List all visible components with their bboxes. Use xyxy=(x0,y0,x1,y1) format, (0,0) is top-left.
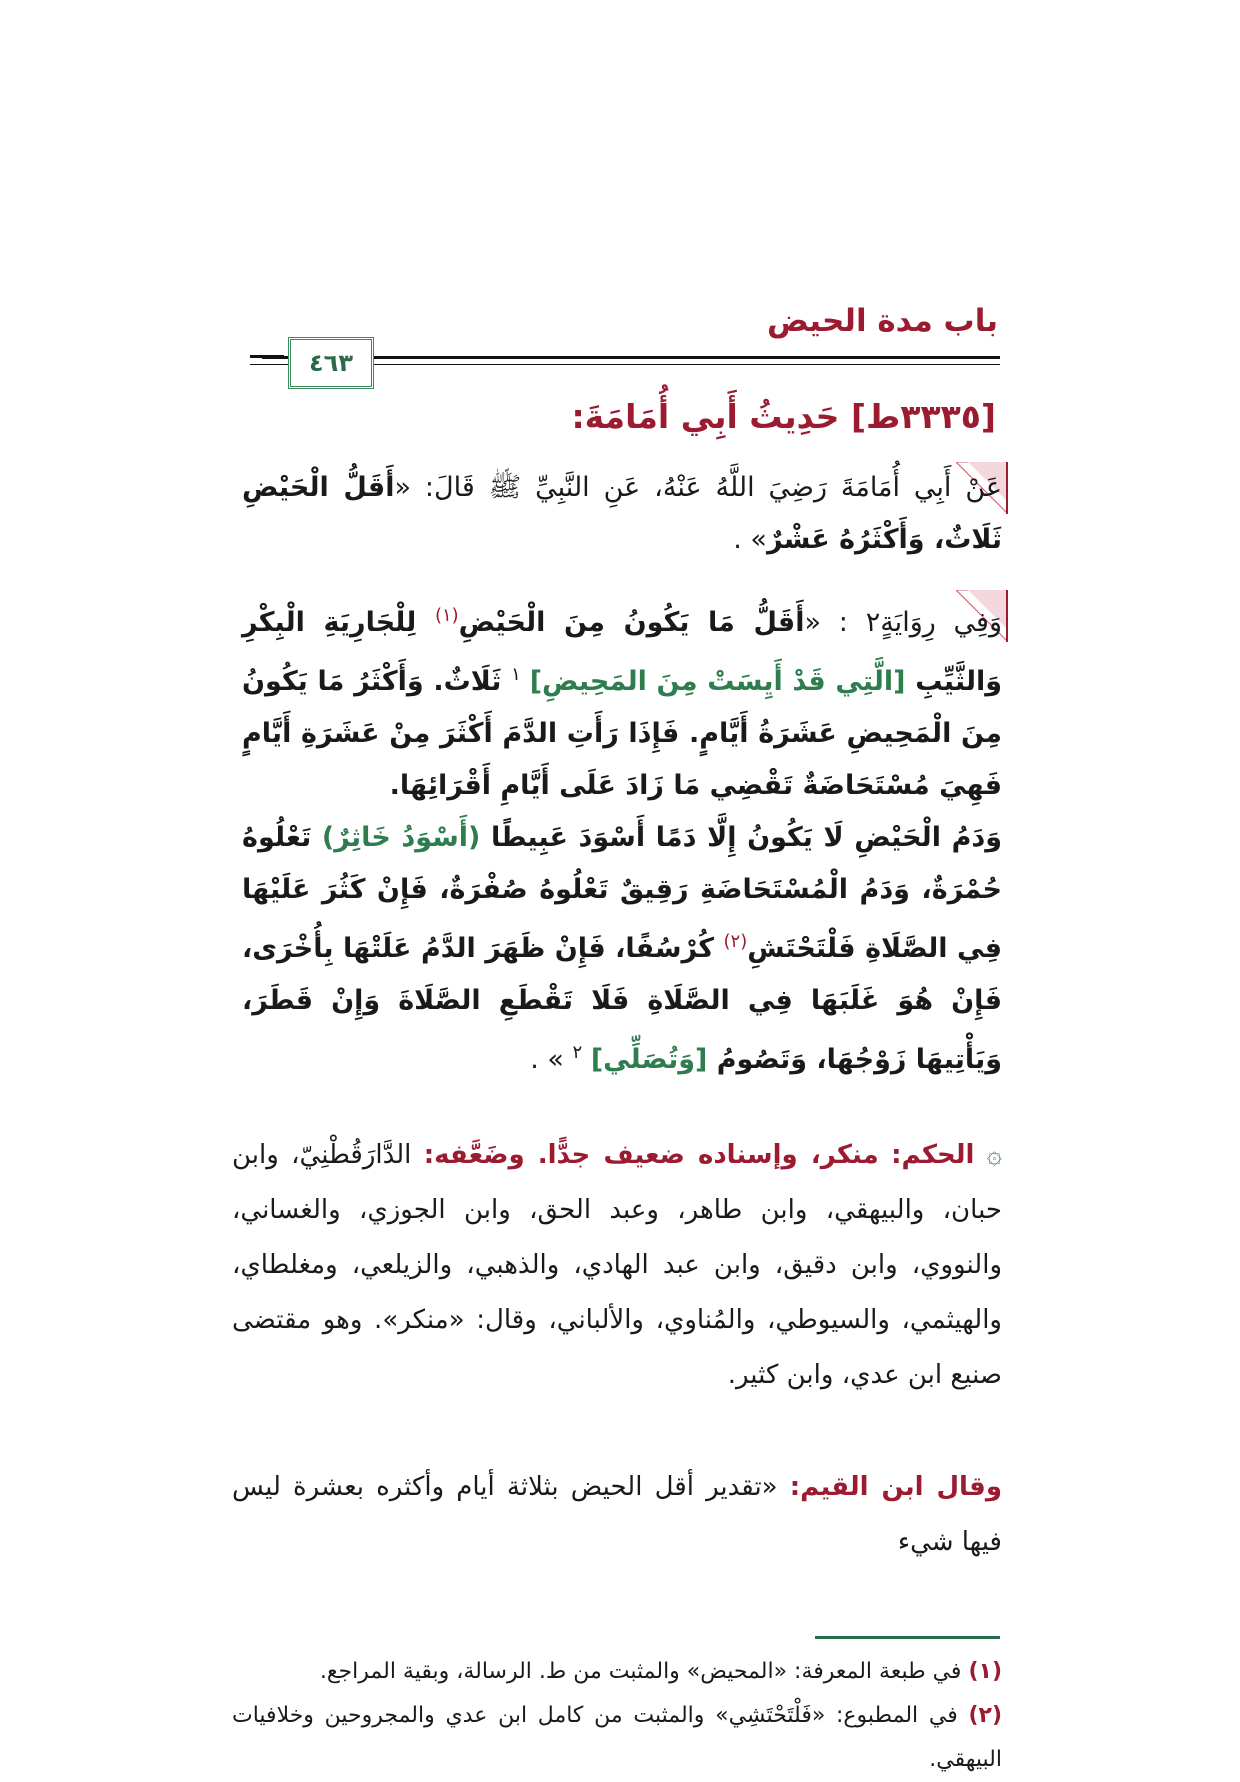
hadith2-addition-3: [وَتُصَلِّي] xyxy=(590,1044,708,1075)
ruling-verdict: منكر، وإسناده ضعيف جدًّا. وضَعَّفه: xyxy=(423,1140,879,1170)
hadith2-part1: أَقَلُّ مَا يَكُونُ مِنَ الْحَيْضِ xyxy=(458,607,805,638)
header-rule-left-thin xyxy=(250,364,284,365)
heading-title: حَدِيثُ أَبِي أُمَامَةَ: xyxy=(571,397,840,436)
hadith2-intro: وَفِي رِوَايَةٍ٢ : « xyxy=(804,607,1003,638)
footnote-item xyxy=(232,1694,1002,1782)
footnote-text: في طبعة المعرفة: «المحيض» والمثبت من ط. الرسالة، وبقية المراجع. xyxy=(319,1659,969,1684)
hadith-block-2 xyxy=(242,590,1002,1086)
footnote-ref-2[interactable]: (٢) xyxy=(723,931,748,952)
hadith2-addition-2: (أَسْوَدُ خَاثِرٌ) xyxy=(321,822,481,853)
ibn-qayyim-paragraph xyxy=(232,1460,1002,1570)
hadith1-text: أَقَلُّ الْحَيْضِ ثَلَاثٌ، وَأَكْثَرُهُ عَشْرٌ xyxy=(242,472,1002,555)
footnote-divider xyxy=(815,1636,1000,1639)
ruling-paragraph xyxy=(232,1128,1002,1403)
hadith2-addition-1: [الَّتِي قَدْ أَيِسَتْ مِنَ المَحِيضِ] xyxy=(529,666,906,697)
heading-ref: [٣٣٣٥ط] xyxy=(850,397,996,436)
hadith2-part4: وَدَمُ الْحَيْضِ لَا يَكُونُ إِلَّا دَمًا أَسْوَدَ عَبِيطًا xyxy=(480,822,1003,853)
source-ref-1: ١ xyxy=(511,664,521,685)
header-rule-left xyxy=(250,355,284,358)
source-ref-2: ٢ xyxy=(572,1042,583,1063)
section-heading xyxy=(571,397,996,436)
chapter-title: باب مدة الحيض xyxy=(767,303,998,339)
footnotes xyxy=(232,1650,1002,1782)
page-number: ٤٦٣ xyxy=(288,337,374,389)
hadith1-end: » . xyxy=(733,524,767,555)
footnote-text: في المطبوع: «فَلْتَحْتَشِي» والمثبت من كامل ابن عدي والمجروحين وخلافيات البيهقي. xyxy=(232,1703,1002,1772)
footnote-ref-1[interactable]: (١) xyxy=(434,605,459,626)
hadith2-part5: تَعْلُوهُ حُمْرَةٌ، وَدَمُ الْمُسْتَحَاضَةِ رَقِيقٌ تَعْلُوهُ صُفْرَةٌ، فَإِنْ كَثُرَ عَلَيْهَا فِي الصَّلَاةِ فَلْتَحْتَشِ xyxy=(242,822,1002,964)
ruling-text: الدَّارَقُطْنِيّ، وابن حبان، والبيهقي، وابن طاهر، وعبد الحق، وابن الجوزي، والغساني، والنووي، وابن دقيق، وابن عبد الهادي، والذهبي، والزيلعي، ومغلطاي، والهيثمي، والسيوطي، والمُناوي، والألباني، وقال: «منكر». وهو مقتضى صنيع ابن عدي، وابن كثير. xyxy=(232,1140,1002,1390)
hadith1-intro: عَنْ أَبِي أُمَامَةَ رَضِيَ اللَّهُ عَنْهُ، عَنِ النَّبِيِّ ﷺ قَالَ: « xyxy=(394,472,1002,503)
ibn-qayyim-label: وقال ابن القيم: xyxy=(789,1472,1002,1502)
ibn-qayyim-text: «تقدير أقل الحيض بثلاثة أيام وأكثره بعشرة ليس فيها شيء xyxy=(232,1472,1002,1557)
hadith2-end: » . xyxy=(530,1044,573,1075)
footnote-number: (١) xyxy=(968,1659,1002,1684)
hadith2-part6: كُرْسُفًا، فَإِنْ ظَهَرَ الدَّمُ عَلَتْهَا بِأُخْرَى، فَإِنْ هُوَ غَلَبَهَا فِي الصَّلَاةِ فَلَا تَقْطَعِ الصَّلَاةَ وَإِنْ قَطَرَ، وَيَأْتِيهَا زَوْجُهَا، وَتَصُومُ xyxy=(242,933,1002,1075)
hadith2-part3: ثَلَاثٌ. وَأَكْثَرُ مَا يَكُونُ مِنَ الْمَحِيضِ عَشَرَةُ أَيَّامٍ. فَإِذَا رَأَتِ الدَّمَ أَكْثَرَ مِنْ عَشَرَةِ أَيَّامٍ فَهِيَ مُسْتَحَاضَةٌ تَقْضِي مَا زَادَ عَلَى أَيَّامِ أَقْرَائِهَا. xyxy=(242,666,1002,801)
footnote-item xyxy=(232,1650,1002,1694)
footnote-number: (٢) xyxy=(968,1703,1002,1728)
flower-ornament-icon: ۞ xyxy=(986,1140,1003,1170)
hadith2-part2: لِلْجَارِيَةِ الْبِكْرِ وَالثَّيِّبِ xyxy=(242,607,1003,697)
ruling-label: الحكم: xyxy=(891,1140,975,1170)
hadith-block-1 xyxy=(242,462,1002,566)
